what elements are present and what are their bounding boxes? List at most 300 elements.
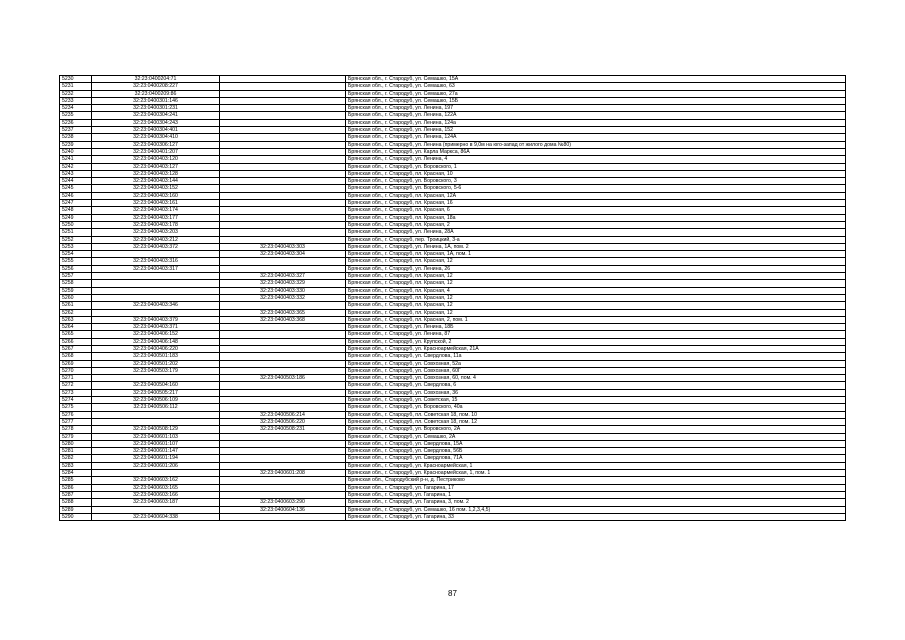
- cadastral-number-cell: 32:23:0400403:178: [92, 221, 220, 228]
- table-row: [60, 178, 846, 185]
- cadastral-number-cell: 32:23:0400406:148: [92, 338, 220, 345]
- address-cell: Брянская обл., г. Стародуб, ул. Ленина, 26: [346, 265, 846, 272]
- sub-cadastral-number-cell: [220, 338, 346, 345]
- address-cell: Брянская обл., г. Стародуб, ул. Семашко, 16 пом. 1,2,3,4,5): [346, 506, 846, 513]
- address-cell: Брянская обл., г. Стародуб, ул. Воровского, 5-6: [346, 185, 846, 192]
- sub-cadastral-number-cell: [220, 141, 346, 148]
- cadastral-number-cell: 32:23:0400208:227: [92, 83, 220, 90]
- sub-cadastral-number-cell: 32:23:0400403:365: [220, 309, 346, 316]
- cadastral-number-cell: 32:23:0400601:206: [92, 462, 220, 469]
- register-table-body: [60, 76, 846, 521]
- row-number-cell: 5231: [60, 83, 92, 90]
- cadastral-number-cell: 32:23:0400403:212: [92, 236, 220, 243]
- row-number-cell: 5279: [60, 433, 92, 440]
- cadastral-number-cell: 32:23:0400403:372: [92, 243, 220, 250]
- address-cell: Брянская обл., г. Стародуб, ул. Ленина, 1А, пом. 2: [346, 243, 846, 250]
- row-number-cell: 5289: [60, 506, 92, 513]
- row-number-cell: 5278: [60, 426, 92, 433]
- cadastral-number-cell: [92, 375, 220, 382]
- address-cell: Брянская обл., г. Стародуб, ул. Семашко, 15Б: [346, 97, 846, 104]
- address-cell: Брянская обл., г. Стародуб, пл. Красная, 2: [346, 221, 846, 228]
- address-cell: Брянская обл., г. Стародуб, пл. Красная, 1А, пом. 1: [346, 251, 846, 258]
- address-cell: Брянская обл., г. Стародуб, ул. Свердлова, 11а: [346, 353, 846, 360]
- row-number-cell: 5273: [60, 389, 92, 396]
- cadastral-number-cell: 32:23:0400403:174: [92, 207, 220, 214]
- row-number-cell: 5238: [60, 134, 92, 141]
- row-number-cell: 5243: [60, 170, 92, 177]
- address-cell: Брянская обл., г. Стародуб, ул. Советская, 15: [346, 397, 846, 404]
- cadastral-number-cell: 32:23:0400501:183: [92, 353, 220, 360]
- address-cell: Брянская обл., г. Стародуб, ул. Воровского, 1: [346, 163, 846, 170]
- address-cell: Брянская обл., г. Стародуб, ул. Красноармейская, 21А: [346, 345, 846, 352]
- table-row: [60, 484, 846, 491]
- row-number-cell: 5255: [60, 258, 92, 265]
- address-cell: Брянская обл., г. Стародуб, ул. Гагарина, 33: [346, 513, 846, 520]
- address-cell: Брянская обл., г. Стародуб, ул. Семашко, 63: [346, 83, 846, 90]
- cadastral-number-cell: 32:23:0400204:71: [92, 76, 220, 83]
- cadastral-number-cell: 32:23:0400403:160: [92, 192, 220, 199]
- row-number-cell: 5275: [60, 404, 92, 411]
- address-cell: Брянская обл., г. Стародуб, пл. Красная, 12: [346, 294, 846, 301]
- address-cell: Брянская обл., Стародубский р-н, д. Пестриково: [346, 477, 846, 484]
- cadastral-number-cell: 32:23:0400601:194: [92, 455, 220, 462]
- address-cell: Брянская обл., г. Стародуб, пл. Красная, 4: [346, 287, 846, 294]
- row-number-cell: 5264: [60, 324, 92, 331]
- cadastral-number-cell: 32:23:0400503:179: [92, 367, 220, 374]
- address-cell: Брянская обл., г. Стародуб, пл. Советская 18, пом. 12: [346, 418, 846, 425]
- table-row: [60, 353, 846, 360]
- sub-cadastral-number-cell: [220, 491, 346, 498]
- cadastral-number-cell: 32:23:0400403:371: [92, 324, 220, 331]
- table-row: [60, 119, 846, 126]
- table-row: [60, 192, 846, 199]
- sub-cadastral-number-cell: 32:23:0400603:290: [220, 499, 346, 506]
- table-row: [60, 345, 846, 352]
- address-cell: Брянская обл., г. Стародуб, пл. Красная, 12: [346, 280, 846, 287]
- table-row: [60, 112, 846, 119]
- sub-cadastral-number-cell: [220, 156, 346, 163]
- sub-cadastral-number-cell: [220, 404, 346, 411]
- table-row: [60, 76, 846, 83]
- address-cell: Брянская обл., г. Стародуб, ул. Совхозная, 52а: [346, 360, 846, 367]
- sub-cadastral-number-cell: 32:23:0400506:220: [220, 418, 346, 425]
- table-row: [60, 331, 846, 338]
- cadastral-number-cell: 32:23:0400603:162: [92, 477, 220, 484]
- row-number-cell: 5251: [60, 229, 92, 236]
- cadastral-number-cell: 32:23:0400403:379: [92, 316, 220, 323]
- cadastral-number-cell: [92, 418, 220, 425]
- sub-cadastral-number-cell: [220, 462, 346, 469]
- address-cell: Брянская обл., г. Стародуб, ул. Красноармейская, 1: [346, 462, 846, 469]
- cadastral-number-cell: 32:23:0400403:177: [92, 214, 220, 221]
- table-row: [60, 433, 846, 440]
- sub-cadastral-number-cell: [220, 331, 346, 338]
- address-cell: Брянская обл., г. Стародуб, ул. Красноармейская, 1, пом. 1: [346, 470, 846, 477]
- cadastral-number-cell: [92, 251, 220, 258]
- address-cell: Брянская обл., г. Стародуб, ул. Воровского, 3: [346, 178, 846, 185]
- row-number-cell: 5265: [60, 331, 92, 338]
- sub-cadastral-number-cell: 32:23:0400403:304: [220, 251, 346, 258]
- row-number-cell: 5270: [60, 367, 92, 374]
- address-cell: Брянская обл., г. Стародуб, ул. Ленина, 122А: [346, 112, 846, 119]
- table-row: [60, 367, 846, 374]
- cadastral-number-cell: 32:23:0400403:161: [92, 200, 220, 207]
- address-cell: Брянская обл., г. Стародуб, пл. Красная, 6: [346, 207, 846, 214]
- table-row: [60, 134, 846, 141]
- address-cell: Брянская обл., г. Стародуб, пл. Красная, 12: [346, 309, 846, 316]
- table-row: [60, 309, 846, 316]
- row-number-cell: 5261: [60, 302, 92, 309]
- table-row: [60, 163, 846, 170]
- address-cell: Брянская обл., г. Стародуб, пер. Троицкий, 3-а: [346, 236, 846, 243]
- sub-cadastral-number-cell: [220, 258, 346, 265]
- table-row: [60, 243, 846, 250]
- sub-cadastral-number-cell: 32:23:0400403:303: [220, 243, 346, 250]
- row-number-cell: 5245: [60, 185, 92, 192]
- cadastral-number-cell: 32:23:0400306:127: [92, 141, 220, 148]
- table-row: [60, 316, 846, 323]
- cadastral-number-cell: [92, 506, 220, 513]
- cadastral-number-cell: 32:23:0400505:217: [92, 389, 220, 396]
- sub-cadastral-number-cell: 32:23:0400403:368: [220, 316, 346, 323]
- cadastral-number-cell: 32:23:0400601:103: [92, 433, 220, 440]
- cadastral-number-cell: 32:23:0400403:316: [92, 258, 220, 265]
- cadastral-number-cell: 32:23:0400603:166: [92, 491, 220, 498]
- address-cell: Брянская обл., г. Стародуб, ул. Ленина (примерно в 9,0м на юго-запад от жилого дома №80): [346, 141, 846, 148]
- table-row: [60, 426, 846, 433]
- row-number-cell: 5266: [60, 338, 92, 345]
- address-cell: Брянская обл., г. Стародуб, пл. Советская 18, пом. 10: [346, 411, 846, 418]
- sub-cadastral-number-cell: [220, 360, 346, 367]
- row-number-cell: 5249: [60, 214, 92, 221]
- address-cell: Брянская обл., г. Стародуб, ул. Свердлова, 56Б: [346, 448, 846, 455]
- table-row: [60, 97, 846, 104]
- address-cell: Брянская обл., г. Стародуб, ул. Свердлова, 15А: [346, 440, 846, 447]
- cadastral-number-cell: 32:23:0400301:146: [92, 97, 220, 104]
- cadastral-number-cell: 32:23:0400401:207: [92, 148, 220, 155]
- cadastral-number-cell: 32:23:0400209:86: [92, 90, 220, 97]
- address-cell: Брянская обл., г. Стародуб, ул. Ленина, 18Б: [346, 324, 846, 331]
- address-cell: Брянская обл., г. Стародуб, ул. Гагарина, 3, пом. 2: [346, 499, 846, 506]
- cadastral-number-cell: [92, 294, 220, 301]
- cadastral-number-cell: [92, 287, 220, 294]
- address-cell: Брянская обл., г. Стародуб, ул. Семашко, 2А: [346, 433, 846, 440]
- row-number-cell: 5247: [60, 200, 92, 207]
- address-cell: Брянская обл., г. Стародуб, ул. Ленина, 87: [346, 331, 846, 338]
- row-number-cell: 5234: [60, 105, 92, 112]
- sub-cadastral-number-cell: [220, 448, 346, 455]
- sub-cadastral-number-cell: 32:23:0400508:231: [220, 426, 346, 433]
- cadastral-number-cell: 32:23:0400501:202: [92, 360, 220, 367]
- table-row: [60, 470, 846, 477]
- row-number-cell: 5290: [60, 513, 92, 520]
- row-number-cell: 5274: [60, 397, 92, 404]
- table-row: [60, 287, 846, 294]
- sub-cadastral-number-cell: 32:23:0400503:186: [220, 375, 346, 382]
- address-cell: Брянская обл., г. Стародуб, ул. Гагарина, 17: [346, 484, 846, 491]
- row-number-cell: 5235: [60, 112, 92, 119]
- cadastral-number-cell: [92, 470, 220, 477]
- table-row: [60, 236, 846, 243]
- table-row: [60, 185, 846, 192]
- sub-cadastral-number-cell: 32:23:0400604:136: [220, 506, 346, 513]
- sub-cadastral-number-cell: 32:23:0400403:329: [220, 280, 346, 287]
- table-row: [60, 229, 846, 236]
- table-row: [60, 127, 846, 134]
- table-row: [60, 338, 846, 345]
- sub-cadastral-number-cell: [220, 345, 346, 352]
- sub-cadastral-number-cell: [220, 265, 346, 272]
- sub-cadastral-number-cell: [220, 455, 346, 462]
- sub-cadastral-number-cell: [220, 214, 346, 221]
- sub-cadastral-number-cell: 32:23:0400403:327: [220, 273, 346, 280]
- address-cell: Брянская обл., г. Стародуб, пл. Красная, 12: [346, 258, 846, 265]
- cadastral-number-cell: 32:23:0400601:107: [92, 440, 220, 447]
- sub-cadastral-number-cell: 32:23:0400403:332: [220, 294, 346, 301]
- row-number-cell: 5281: [60, 448, 92, 455]
- row-number-cell: 5262: [60, 309, 92, 316]
- sub-cadastral-number-cell: [220, 236, 346, 243]
- sub-cadastral-number-cell: [220, 134, 346, 141]
- address-cell: Брянская обл., г. Стародуб, пл. Красная, 10: [346, 170, 846, 177]
- cadastral-number-cell: [92, 309, 220, 316]
- table-row: [60, 90, 846, 97]
- table-row: [60, 382, 846, 389]
- sub-cadastral-number-cell: [220, 513, 346, 520]
- row-number-cell: 5268: [60, 353, 92, 360]
- row-number-cell: 5260: [60, 294, 92, 301]
- sub-cadastral-number-cell: 32:23:0400506:214: [220, 411, 346, 418]
- table-row: [60, 214, 846, 221]
- table-row: [60, 207, 846, 214]
- sub-cadastral-number-cell: [220, 83, 346, 90]
- address-cell: Брянская обл., г. Стародуб, пл. Красная, 18а: [346, 214, 846, 221]
- cadastral-number-cell: 32:23:0400508:129: [92, 426, 220, 433]
- row-number-cell: 5277: [60, 418, 92, 425]
- table-row: [60, 324, 846, 331]
- address-cell: Брянская обл., г. Стародуб, пл. Красная, 12: [346, 302, 846, 309]
- address-cell: Брянская обл., г. Стародуб, ул. Ленина, 28А: [346, 229, 846, 236]
- cadastral-number-cell: 32:23:0400403:128: [92, 170, 220, 177]
- row-number-cell: 5269: [60, 360, 92, 367]
- sub-cadastral-number-cell: [220, 112, 346, 119]
- sub-cadastral-number-cell: [220, 76, 346, 83]
- table-row: [60, 397, 846, 404]
- property-register-table: [59, 75, 846, 521]
- row-number-cell: 5286: [60, 484, 92, 491]
- row-number-cell: 5285: [60, 477, 92, 484]
- table-row: [60, 200, 846, 207]
- sub-cadastral-number-cell: [220, 477, 346, 484]
- sub-cadastral-number-cell: [220, 200, 346, 207]
- cadastral-number-cell: 32:23:0400603:187: [92, 499, 220, 506]
- row-number-cell: 5258: [60, 280, 92, 287]
- address-cell: Брянская обл., г. Стародуб, пл. Красная, 2, пом. 1: [346, 316, 846, 323]
- sub-cadastral-number-cell: [220, 302, 346, 309]
- table-row: [60, 404, 846, 411]
- sub-cadastral-number-cell: [220, 192, 346, 199]
- cadastral-number-cell: 32:23:0400504:160: [92, 382, 220, 389]
- address-cell: Брянская обл., г. Стародуб, ул. Ленина, 124а: [346, 119, 846, 126]
- row-number-cell: 5272: [60, 382, 92, 389]
- address-cell: Брянская обл., г. Стародуб, ул. Совхозная, 60Г: [346, 367, 846, 374]
- sub-cadastral-number-cell: [220, 229, 346, 236]
- sub-cadastral-number-cell: [220, 367, 346, 374]
- address-cell: Брянская обл., г. Стародуб, ул. Ленина, 4: [346, 156, 846, 163]
- row-number-cell: 5254: [60, 251, 92, 258]
- table-row: [60, 506, 846, 513]
- table-row: [60, 411, 846, 418]
- cadastral-number-cell: 32:23:0400601:147: [92, 448, 220, 455]
- sub-cadastral-number-cell: [220, 148, 346, 155]
- sub-cadastral-number-cell: [220, 127, 346, 134]
- table-row: [60, 148, 846, 155]
- sub-cadastral-number-cell: [220, 97, 346, 104]
- table-row: [60, 448, 846, 455]
- table-row: [60, 105, 846, 112]
- sub-cadastral-number-cell: [220, 389, 346, 396]
- cadastral-number-cell: [92, 411, 220, 418]
- address-cell: Брянская обл., г. Стародуб, ул. Ленина, 152: [346, 127, 846, 134]
- cadastral-number-cell: 32:23:0400506:112: [92, 404, 220, 411]
- sub-cadastral-number-cell: [220, 105, 346, 112]
- cadastral-number-cell: 32:23:0400403:346: [92, 302, 220, 309]
- cadastral-number-cell: [92, 280, 220, 287]
- row-number-cell: 5237: [60, 127, 92, 134]
- table-row: [60, 302, 846, 309]
- row-number-cell: 5244: [60, 178, 92, 185]
- row-number-cell: 5256: [60, 265, 92, 272]
- table-row: [60, 418, 846, 425]
- row-number-cell: 5284: [60, 470, 92, 477]
- table-row: [60, 440, 846, 447]
- table-row: [60, 170, 846, 177]
- sub-cadastral-number-cell: [220, 324, 346, 331]
- row-number-cell: 5282: [60, 455, 92, 462]
- table-row: [60, 375, 846, 382]
- cadastral-number-cell: 32:23:0400304:410: [92, 134, 220, 141]
- sub-cadastral-number-cell: 32:23:0400601:208: [220, 470, 346, 477]
- row-number-cell: 5242: [60, 163, 92, 170]
- address-cell: Брянская обл., г. Стародуб, пл. Красная, 16: [346, 200, 846, 207]
- cadastral-number-cell: 32:23:0400403:120: [92, 156, 220, 163]
- sub-cadastral-number-cell: [220, 484, 346, 491]
- cadastral-number-cell: 32:23:0400506:109: [92, 397, 220, 404]
- table-row: [60, 455, 846, 462]
- row-number-cell: 5246: [60, 192, 92, 199]
- table-row: [60, 499, 846, 506]
- cadastral-number-cell: 32:23:0400304:243: [92, 119, 220, 126]
- table-row: [60, 156, 846, 163]
- sub-cadastral-number-cell: [220, 353, 346, 360]
- table-row: [60, 513, 846, 520]
- row-number-cell: 5288: [60, 499, 92, 506]
- table-row: [60, 265, 846, 272]
- row-number-cell: 5271: [60, 375, 92, 382]
- table-row: [60, 491, 846, 498]
- sub-cadastral-number-cell: [220, 397, 346, 404]
- cadastral-number-cell: 32:23:0400403:203: [92, 229, 220, 236]
- cadastral-number-cell: 32:23:0400304:401: [92, 127, 220, 134]
- cadastral-number-cell: 32:23:0400403:144: [92, 178, 220, 185]
- table-row: [60, 221, 846, 228]
- row-number-cell: 5239: [60, 141, 92, 148]
- address-cell: Брянская обл., г. Стародуб, ул. Совхозная, 36: [346, 389, 846, 396]
- row-number-cell: 5250: [60, 221, 92, 228]
- address-cell: Брянская обл., г. Стародуб, ул. Свердлова, 6: [346, 382, 846, 389]
- sub-cadastral-number-cell: [220, 163, 346, 170]
- address-cell: Брянская обл., г. Стародуб, ул. Воровского, 40а: [346, 404, 846, 411]
- table-row: [60, 273, 846, 280]
- row-number-cell: 5287: [60, 491, 92, 498]
- address-cell: Брянская обл., г. Стародуб, пл. Красная, 12А: [346, 192, 846, 199]
- address-cell: Брянская обл., г. Стародуб, ул. Семашко, 15А: [346, 76, 846, 83]
- sub-cadastral-number-cell: [220, 178, 346, 185]
- row-number-cell: 5283: [60, 462, 92, 469]
- row-number-cell: 5232: [60, 90, 92, 97]
- cadastral-number-cell: 32:23:0400406:152: [92, 331, 220, 338]
- sub-cadastral-number-cell: [220, 90, 346, 97]
- table-row: [60, 141, 846, 148]
- address-cell: Брянская обл., г. Стародуб, ул. Семашко, 27а: [346, 90, 846, 97]
- sub-cadastral-number-cell: [220, 170, 346, 177]
- cadastral-number-cell: 32:23:0400403:317: [92, 265, 220, 272]
- cadastral-number-cell: 32:23:0400304:241: [92, 112, 220, 119]
- cadastral-number-cell: 32:23:0400603:165: [92, 484, 220, 491]
- address-cell: Брянская обл., г. Стародуб, ул. Крупской, 2: [346, 338, 846, 345]
- table-row: [60, 462, 846, 469]
- row-number-cell: 5257: [60, 273, 92, 280]
- address-cell: Брянская обл., г. Стародуб, ул. Ленина, 124А: [346, 134, 846, 141]
- row-number-cell: 5236: [60, 119, 92, 126]
- row-number-cell: 5230: [60, 76, 92, 83]
- cadastral-number-cell: 32:23:0400403:152: [92, 185, 220, 192]
- table-row: [60, 294, 846, 301]
- cadastral-number-cell: 32:23:0400406:220: [92, 345, 220, 352]
- row-number-cell: 5241: [60, 156, 92, 163]
- cadastral-number-cell: 32:23:0400604:338: [92, 513, 220, 520]
- table-row: [60, 280, 846, 287]
- table-row: [60, 360, 846, 367]
- address-cell: Брянская обл., г. Стародуб, ул. Воровского, 2А: [346, 426, 846, 433]
- address-cell: Брянская обл., г. Стародуб, ул. Ленина, 197: [346, 105, 846, 112]
- address-cell: Брянская обл., г. Стародуб, ул. Гагарина, 1: [346, 491, 846, 498]
- row-number-cell: 5240: [60, 148, 92, 155]
- sub-cadastral-number-cell: [220, 440, 346, 447]
- table-row: [60, 477, 846, 484]
- cadastral-number-cell: 32:23:0400403:127: [92, 163, 220, 170]
- sub-cadastral-number-cell: 32:23:0400403:330: [220, 287, 346, 294]
- address-cell: Брянская обл., г. Стародуб, ул. Карла Маркса, 86А: [346, 148, 846, 155]
- row-number-cell: 5280: [60, 440, 92, 447]
- table-row: [60, 83, 846, 90]
- sub-cadastral-number-cell: [220, 185, 346, 192]
- row-number-cell: 5252: [60, 236, 92, 243]
- sub-cadastral-number-cell: [220, 207, 346, 214]
- sub-cadastral-number-cell: [220, 433, 346, 440]
- sub-cadastral-number-cell: [220, 221, 346, 228]
- table-row: [60, 258, 846, 265]
- row-number-cell: 5263: [60, 316, 92, 323]
- row-number-cell: 5276: [60, 411, 92, 418]
- page-number: 87: [448, 589, 457, 598]
- address-cell: Брянская обл., г. Стародуб, пл. Красная, 12: [346, 273, 846, 280]
- row-number-cell: 5253: [60, 243, 92, 250]
- row-number-cell: 5259: [60, 287, 92, 294]
- address-cell: Брянская обл., г. Стародуб, ул. Свердлова, 71А: [346, 455, 846, 462]
- row-number-cell: 5248: [60, 207, 92, 214]
- sub-cadastral-number-cell: [220, 119, 346, 126]
